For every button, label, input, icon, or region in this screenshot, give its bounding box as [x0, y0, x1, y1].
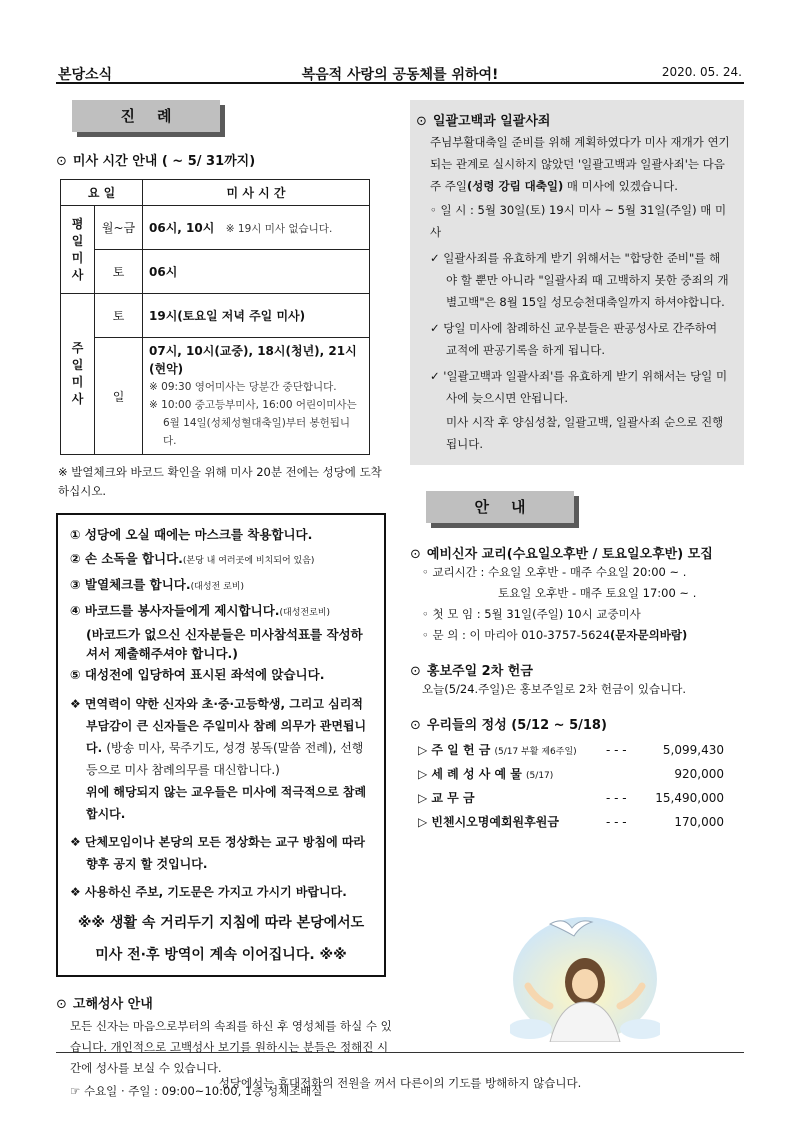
- notice-banner: 안내: [426, 491, 574, 523]
- circle-dot-icon: ⊙: [410, 547, 421, 562]
- catechism-time-2: 토요일 오후반 - 매주 토요일 17:00 ~ .: [498, 586, 697, 600]
- check-item: ✓ 일괄사죄를 유효하게 받기 위해서는 "합당한 준비"를 해야 할 뿐만 아니라 "일괄사죄 때 고백하지 못한 중죄의 개별고백"은 8월 15일 성모승천대축일까지 하셔야합니다.: [430, 251, 729, 309]
- rite-banner: 진례: [72, 100, 220, 132]
- arrival-note: ※ 발열체크와 바코드 확인을 위해 미사 20분 전에는 성당에 도착 하십시오.: [58, 465, 382, 498]
- table-cell: 19시(토요일 저녁 주일 미사): [143, 294, 370, 338]
- rule-item: ② 손 소독을 합니다.(본당 내 여러곳에 비치되어 있음): [70, 551, 315, 566]
- bulletin-paragraph: ❖ 사용하신 주보, 기도문은 가지고 가시기 바랍니다.: [70, 885, 347, 899]
- rule-item: ⑤ 대성전에 입당하여 표시된 좌석에 앉습니다.: [70, 667, 325, 682]
- rule-subtext: (바코드가 없으신 신자분들은 미사참석표를 작성하셔서 제출해주셔야 합니다.): [86, 627, 363, 661]
- contact: ◦ 문 의 : 이 마리아 010-3757-5624(문자문의바람): [422, 628, 688, 642]
- table-cell: 06시, 10시 ※ 19시 미사 없습니다.: [143, 206, 370, 250]
- weekday-group: 평일 미사: [61, 206, 95, 294]
- group-paragraph: ❖ 단체모임이나 본당의 모든 정상화는 교구 방침에 따라 향후 공지 할 것입니다.: [70, 835, 366, 871]
- right-column: [410, 100, 744, 835]
- footer-text: 성당에서는 휴대전화의 전원을 꺼서 다른이의 기도를 방해하지 않습니다.: [218, 1076, 582, 1090]
- table-row: [61, 294, 370, 338]
- mass-table: [60, 179, 370, 455]
- table-header-time: 미 사 시 간: [143, 180, 370, 206]
- distancing-notice-1: ※※ 생활 속 거리두기 지침에 따라 본당에서도: [77, 915, 365, 931]
- promo-text: 오늘(5/24.주일)은 홍보주일로 2차 헌금이 있습니다.: [422, 682, 687, 696]
- table-header-day: 요 일: [61, 180, 143, 206]
- table-cell: 토: [95, 250, 143, 294]
- rule-item: ③ 발열체크를 합니다.(대성전 로비): [70, 577, 244, 592]
- table-row: [61, 250, 370, 294]
- catechism-time: ◦ 교리시간 : 수요일 오후반 - 매주 수요일 20:00 ~ .: [422, 565, 687, 579]
- check-item: ✓ '일괄고백과 일괄사죄'를 유효하게 받기 위해서는 당일 미사에 늦으시면 안됩니다.: [430, 369, 728, 405]
- catechism-title: ⊙ 예비신자 교리(수요일오후반 / 토요일오후반) 모집: [410, 547, 713, 562]
- rule-item: ④ 바코드를 봉사자들에게 제시합니다.(대성전로비): [70, 603, 331, 618]
- header-left: 본당소식: [58, 67, 113, 83]
- mass-time-title: ⊙ 미사 시간 안내 ( ~ 5/ 31까지): [56, 154, 256, 169]
- distancing-notice-2: 미사 전·후 방역이 계속 이어집니다. ※※: [95, 947, 347, 963]
- confession-title: ⊙ 고해성사 안내: [56, 997, 153, 1012]
- header-title: 복음적 사랑의 공동체를 위하여!: [301, 67, 499, 83]
- confession-text: 모든 신자는 마음으로부터의 속죄를 하신 후 영성체를 하실 수 있습니다. 개인적으로 고백성사 보기를 원하시는 분들은 정해진 시간에 성사를 보실 수 있습니다.: [70, 1019, 392, 1075]
- list-item: ▷ 교 무 금 - - - 15,490,000: [418, 791, 724, 805]
- header-date: 2020. 05. 24.: [661, 65, 742, 79]
- exemption-paragraph: ❖ 면역력이 약한 신자와 초·중·고등학생, 그리고 심리적 부담감이 큰 신자들은 주일미사 참례 의무가 관면됩니다. (방송 미사, 묵주기도, 성경 봉독(말씀 전례), 선행 등으로 미사 참례의무를 대신합니다.) 위에 해당되지 않는 교우들은 미사에 적극적으로 참례합시다.: [70, 697, 367, 821]
- table-cell: 일: [95, 338, 143, 455]
- sunday-group: 주일 미사: [61, 294, 95, 455]
- list-item: ▷ 빈첸시오명예회원후원금 - - - 170,000: [418, 815, 724, 829]
- list-item: ▷ 세 례 성 사 예 물 (5/17) 920,000: [418, 767, 724, 781]
- confession-time: ☞ 수요일 · 주일 : 09:00~10:00, 1층 성체조배실: [70, 1084, 323, 1098]
- circle-dot-icon: ⊙: [410, 718, 421, 733]
- page-header: [56, 60, 744, 84]
- list-item: ▷ 주 일 헌 금 (5/17 부활 제6주일) - - - 5,099,430: [418, 743, 724, 757]
- left-column: [56, 100, 394, 1102]
- rule-item: ① 성당에 오실 때에는 마스크를 착용합니다.: [70, 527, 313, 542]
- order-text: 미사 시작 후 양심성찰, 일괄고백, 일괄사죄 순으로 진행됩니다.: [446, 415, 724, 451]
- table-cell: 07시, 10시(교중), 18시(청년), 21시(현악) ※ 09:30 영어미사는 당분간 중단합니다. ※ 10:00 중고등부미사, 16:00 어린이미사는 6월 14일(성체성혈대축일)부터 봉헌됩니다.: [143, 338, 370, 455]
- jesus-dove-illustration: [510, 904, 660, 1042]
- general-intro: 주님부활대축일 준비를 위해 계획하였다가 미사 재개가 연기되는 관계로 실시하지 않았던 '일괄고백과 일괄사죄'는 다음주 주일(성령 강림 대축일) 매 미사에 있겠습니다.: [430, 135, 730, 193]
- general-date: ◦ 일 시 : 5월 30일(토) 19시 미사 ~ 5월 31일(주일) 매 미사: [430, 203, 727, 239]
- table-cell: 월~금: [95, 206, 143, 250]
- offering-title: ⊙ 우리들의 정성 (5/12 ~ 5/18): [410, 718, 607, 733]
- table-row: [61, 338, 370, 455]
- circle-dot-icon: ⊙: [416, 114, 427, 129]
- general-absolution-box: [410, 100, 744, 465]
- circle-dot-icon: ⊙: [410, 664, 421, 679]
- first-meeting: ◦ 첫 모 임 : 5월 31일(주일) 10시 교중미사: [422, 607, 641, 621]
- table-cell: 토: [95, 294, 143, 338]
- check-item: ✓ 당일 미사에 참례하신 교우분들은 판공성사로 간주하여 교적에 판공기록을 하게 됩니다.: [430, 321, 718, 357]
- promo-title: ⊙ 홍보주일 2차 헌금: [410, 664, 533, 679]
- general-title: ⊙ 일괄고백과 일괄사죄: [416, 114, 551, 129]
- footer-divider: [56, 1052, 744, 1053]
- safety-box: [56, 513, 386, 977]
- table-row: [61, 206, 370, 250]
- offering-list: [410, 739, 744, 835]
- circle-dot-icon: ⊙: [56, 154, 67, 169]
- table-header-row: [61, 180, 370, 206]
- table-cell: 06시: [143, 250, 370, 294]
- circle-dot-icon: ⊙: [56, 997, 67, 1012]
